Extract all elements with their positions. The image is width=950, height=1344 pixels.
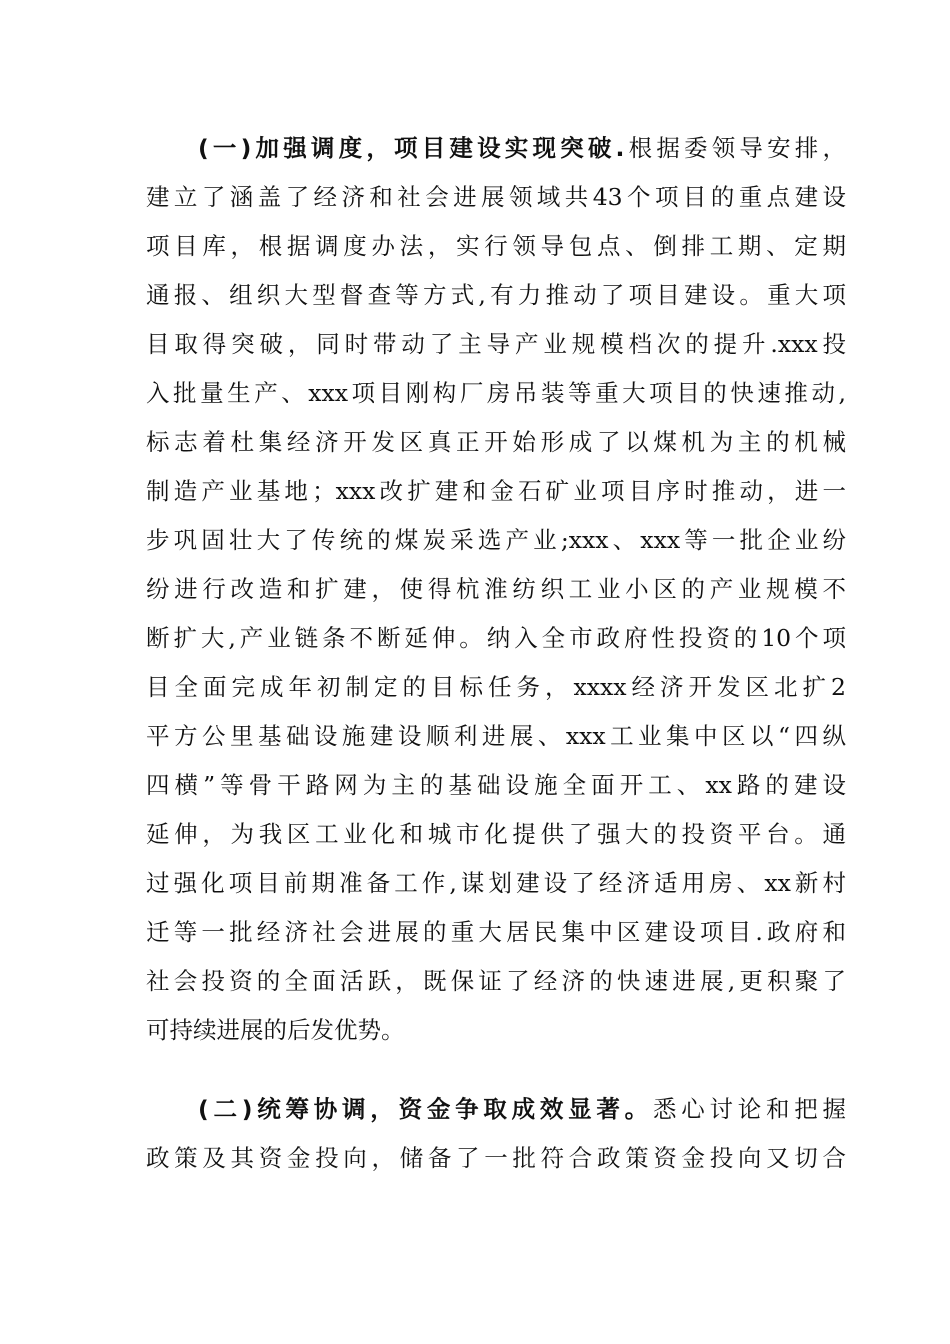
paragraph-line: 项目库，根据调度办法，实行领导包点、倒排工期、定期 (146, 232, 846, 260)
paragraph-text: 根据委领导安排， (624, 134, 846, 162)
paragraph-line (146, 124, 846, 173)
paragraph-line: 步巩固壮大了传统的煤炭采选产业;xxx、xxx等一批企业纷 (146, 526, 846, 554)
paragraph-line: 纷进行改造和扩建，使得杭淮纺织工业小区的产业规模不 (146, 575, 846, 603)
paragraph-line: 建立了涵盖了经济和社会进展领域共43个项目的重点建设 (146, 183, 846, 211)
paragraph-text: 悉心讨论和把握 (652, 1095, 847, 1123)
paragraph-line: 入批量生产、xxx项目刚构厂房吊装等重大项目的快速推动, (146, 379, 846, 407)
paragraph-line: 通报、组织大型督查等方式,有力推动了项目建设。重大项 (146, 281, 846, 309)
paragraph-line (146, 1085, 846, 1134)
section-2-paragraph (146, 1085, 846, 1183)
paragraph-line: 政策及其资金投向，储备了一批符合政策资金投向又切合 (146, 1144, 846, 1172)
paragraph-line: 断扩大,产业链条不断延伸。纳入全市政府性投资的10个项 (146, 624, 846, 652)
paragraph-line: 延伸，为我区工业化和城市化提供了强大的投资平台。通 (146, 820, 846, 848)
paragraph-line: 制造产业基地；xxx改扩建和金石矿业项目序时推动，进一 (146, 477, 846, 505)
paragraph-line: 迁等一批经济社会进展的重大居民集中区建设项目.政府和 (146, 918, 846, 946)
paragraph-line: 目全面完成年初制定的目标任务，xxxx经济开发区北扩2 (146, 673, 846, 701)
paragraph-line: 社会投资的全面活跃，既保证了经济的快速进展,更积聚了 (146, 967, 846, 995)
paragraph-line: 四横”等骨干路网为主的基础设施全面开工、xx路的建设 (146, 771, 846, 799)
paragraph-line: 目取得突破，同时带动了主导产业规模档次的提升.xxx投 (146, 330, 846, 358)
paragraph-line: 过强化项目前期准备工作,谋划建设了经济适用房、xx新村 (146, 869, 846, 897)
paragraph-line: 平方公里基础设施建设顺利进展、xxx工业集中区以“四纵 (146, 722, 846, 750)
paragraph-line: 可持续进展的后发优势。 (146, 1016, 405, 1044)
paragraph-line: 标志着杜集经济开发区真正开始形成了以煤机为主的机械 (146, 428, 846, 456)
section-1-paragraph (146, 124, 846, 1055)
section-1-heading: (一)加强调度，项目建设实现突破. (198, 134, 625, 162)
section-2-heading: (二)统筹协调，资金争取成效显著。 (198, 1095, 653, 1123)
